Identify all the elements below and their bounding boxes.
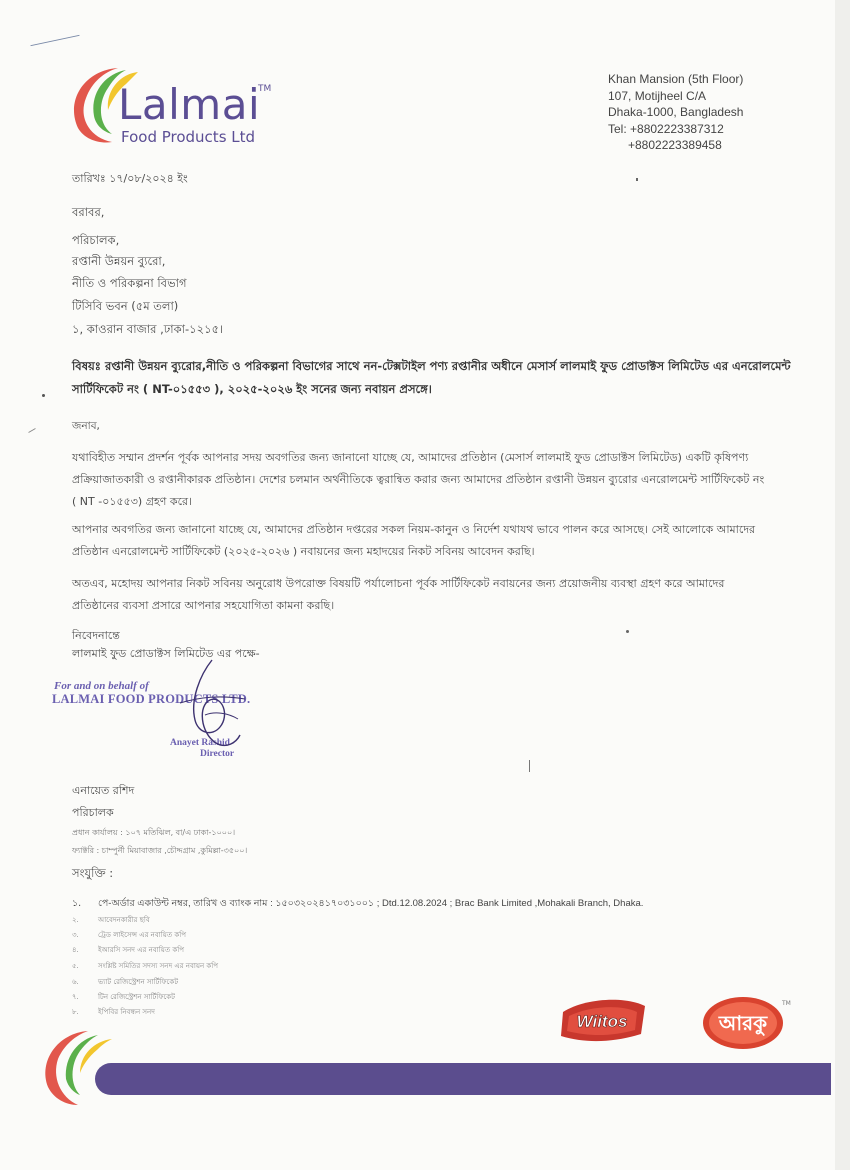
enclosure-text: ইআরসি সনদ এর নবায়িত কপি <box>98 946 184 954</box>
recipient-line: রপ্তানী উন্নয়ন ব্যুরো, <box>72 254 166 268</box>
paragraph-line: আপনার অবগতির জন্য জানানো যাচ্ছে যে, আমাদের প্রতিষ্ঠান দপ্তরের সকল নিয়ম-কানুন ও নির্দেশ যথাযথ ভাবে পালন করে আসছে। সেই আলোকে আমাদের <box>72 523 756 536</box>
recipient-line: ১, কাওরান বাজার ,ঢাকা-১২১৫। <box>72 322 224 336</box>
subject-line: সার্টিফিকেট নং ( NT-০১৫৫৩ ), ২০২৫-২০২৬ ইং সনের জন্য নবায়ন প্রসঙ্গে। <box>72 382 432 396</box>
enclosure-number: ৮. <box>72 1008 79 1016</box>
enclosure-number: ১. <box>72 898 82 909</box>
stamp-line: Anayet Rashid <box>170 738 230 748</box>
subject-line: বিষয়ঃ রপ্তানী উন্নয়ন ব্যুরোর,নীতি ও পরিকল্পনা বিভাগের সাথে নন-টেক্সটাইল পণ্য রপ্তানীর অধীনে মেসার্স লালমাই ফুড প্রোডাক্টস লিমিটেড এর এনরোলমেন্ট <box>72 359 791 373</box>
body-paragraph <box>72 519 792 563</box>
closing: নিবেদনান্তে <box>72 629 120 642</box>
enclosure-number: ৬. <box>72 978 79 986</box>
recipient-line: টিসিবি ভবন (৫ম তলা) <box>72 299 179 313</box>
salutation: জনাব, <box>72 420 100 432</box>
enclosure-text: সংশ্লিষ্ট সমিতির সদস্য সনদ এর নবায়ন কপি <box>98 962 219 970</box>
scan-edge <box>835 0 850 1170</box>
body-paragraph <box>72 573 792 617</box>
office-address: প্রধান কার্যালয় : ১০৭ মতিঝিল, বা/এ ঢাকা-১০০০। <box>72 828 236 837</box>
enclosure-text: ইপিবির নিবন্ধন সনদ <box>98 1008 155 1016</box>
paragraph-line: অতএব, মহোদয় আপনার নিকট সবিনয় অনুরোধ উপরোক্ত বিষয়টি পর্যালোচনা পূর্বক সার্টিফিকেট নবায়নের জন্য প্রয়োজনীয় ব্যবস্থা গ্রহণ করে আমাদের <box>72 577 725 590</box>
address-line: Dhaka-1000, Bangladesh <box>608 105 744 119</box>
letter-date: তারিখঃ ১৭/০৮/২০২৪ ইং <box>72 172 188 185</box>
paragraph-line: প্রতিষ্ঠান এনরোলমেন্ট সার্টিফিকেট (২০২৫-২০২৬ ) নবায়নের জন্য মহাদয়ের নিকট সবিনয় আবেদন করছি। <box>72 545 535 558</box>
footer-band <box>95 1063 831 1095</box>
recipient-line: পরিচালক, <box>72 233 120 247</box>
body-paragraph <box>72 447 792 513</box>
address-line: Khan Mansion (5th Floor) <box>608 72 744 86</box>
aroku-trademark: TM <box>782 1000 791 1007</box>
stamp-line: LALMAI FOOD PRODUCTS LTD. <box>52 692 251 706</box>
enclosure-number: ৭. <box>72 993 79 1001</box>
paragraph-line: ( NT -০১৫৫৩) গ্রহণ করে। <box>72 495 192 508</box>
on-behalf-line: লালমাই ফুড প্রোডাক্টস লিমিটেড এর পক্ষে- <box>72 647 260 660</box>
company-address <box>608 71 743 154</box>
enclosure-number: ২. <box>72 916 79 924</box>
stamp-line: For and on behalf of <box>54 680 149 692</box>
enclosure-text: পে-অর্ডার একাউন্ট নম্বর, তারিখ ও ব্যাংক নাম : ১৫০৩২০২৪১৭০৩১০০১ ; Dtd.12.08.2024 ; Brac Bank Limited ,Mohakali Branch, Dhaka. <box>98 898 644 909</box>
letter-subject <box>72 355 792 401</box>
signer-name: এনায়েত রশিদ <box>72 784 135 797</box>
brand-subtitle: Food Products Ltd <box>121 128 256 146</box>
recipient-line: নীতি ও পরিকল্পনা বিভাগ <box>72 276 187 290</box>
paragraph-line: প্রতিষ্ঠানের ব্যবসা প্রসারে আপনার সহযোগিতা কামনা করছি। <box>72 599 335 612</box>
stamp-line: Director <box>200 749 235 759</box>
footer-logo-icon <box>36 1025 126 1110</box>
address-line: Tel: +8802223387312 <box>608 121 724 136</box>
factory-address: ফ্যাক্টরি : চাম্পুর্নী মিয়াবাজার ,চৌদ্দগ্রাম ,কুমিল্লা-৩৫০০। <box>72 846 248 855</box>
enclosure-text: আবেদনকারীর ছবি <box>98 916 150 924</box>
enclosure-number: ৩. <box>72 931 79 939</box>
scan-mark <box>636 178 638 181</box>
enclosure-number: ৫. <box>72 962 79 970</box>
paragraph-line: প্রক্রিয়াজাতকারী ও রপ্তানীকারক প্রতিষ্ঠান। দেশের চলমান অর্থনীতিকে ত্বরান্বিত করার জন্য আমাদের প্রতিষ্ঠান রপ্তানী উন্নয়ন ব্যুরোর এনরোলমেন্ট সার্টিফিকেট নং <box>72 473 765 486</box>
address-line: +8802223389458 <box>628 138 722 152</box>
paragraph-line: যথাবিহীত সম্মান প্রদর্শন পূর্বক আপনার সদয় অবগতির জন্য জানানো যাচ্ছে যে, আমাদের প্রতিষ্ঠান (মেসার্স লালমাই ফুড প্রোডাক্টস লিমিটেড) একটি কৃষিপণ্য <box>72 451 749 464</box>
scan-mark <box>42 394 45 397</box>
to-label: বরাবর, <box>72 205 105 219</box>
address-line: 107, Motijheel C/A <box>608 88 707 103</box>
wiitos-wordmark: Wiitos <box>576 1012 628 1031</box>
enclosure-text: ট্রেড লাইসেন্স এর নবায়িত কপি <box>98 931 187 939</box>
signature-icon <box>150 655 260 755</box>
enclosure-text: ভ্যাট রেজিস্ট্রেশন সার্টিফিকেট <box>98 978 179 986</box>
signer-title: পরিচালক <box>72 806 114 819</box>
aroku-logo-icon <box>700 993 790 1053</box>
scan-mark <box>529 760 530 772</box>
aroku-wordmark: আরকু <box>718 1011 768 1035</box>
scan-mark <box>626 630 629 633</box>
brand-trademark: TM <box>258 84 272 94</box>
enclosure-text: টিন রেজিস্ট্রেশন সার্টিফিকেট <box>98 993 175 1001</box>
brand-name: Lalmai <box>118 80 261 129</box>
wiitos-logo-icon <box>555 990 650 1050</box>
enclosure-label: সংযুক্তি : <box>72 866 114 880</box>
enclosure-number: ৪. <box>72 946 79 954</box>
